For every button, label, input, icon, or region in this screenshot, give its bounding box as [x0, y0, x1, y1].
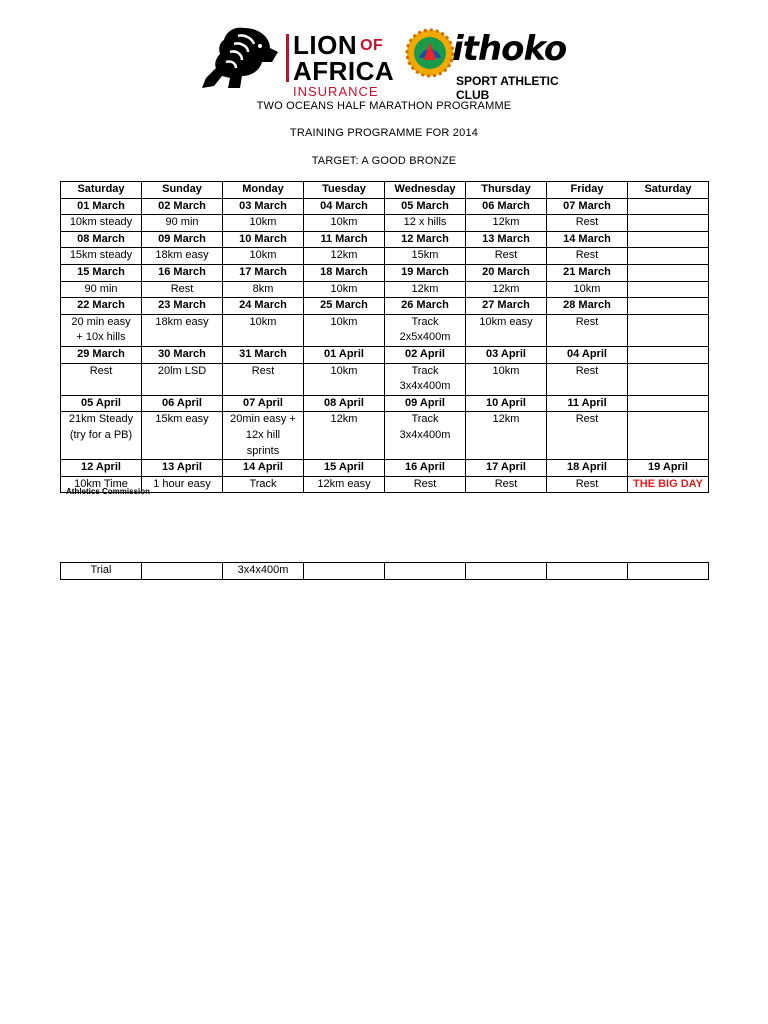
day-header-cell: Wednesday [385, 182, 466, 199]
date-cell: 02 March [142, 198, 223, 215]
date-cell: 11 March [304, 231, 385, 248]
ithoko-logo-club: SPORT ATHLETIC CLUB [456, 74, 559, 102]
date-cell: 13 March [466, 231, 547, 248]
session-cell: Rest [547, 412, 628, 460]
date-cell: 14 April [223, 460, 304, 477]
session-cell: 8km [223, 281, 304, 298]
day-header-cell: Friday [547, 182, 628, 199]
date-cell: 31 March [223, 346, 304, 363]
session-cell: 12km [304, 248, 385, 265]
week-date-row [61, 460, 709, 477]
date-cell: 16 April [385, 460, 466, 477]
day-header-cell: Thursday [466, 182, 547, 199]
trial-cell [304, 563, 385, 580]
ithoko-logo-word: ithoko [452, 29, 567, 69]
date-cell: 14 March [547, 231, 628, 248]
session-cell: 10km [547, 281, 628, 298]
trial-cell: 3x4x400m [223, 563, 304, 580]
date-cell: 06 April [142, 395, 223, 412]
date-cell [628, 298, 709, 315]
date-cell: 18 March [304, 264, 385, 281]
lion-logo-of: OF [360, 37, 384, 54]
week-session-row [61, 281, 709, 298]
date-cell: 02 April [385, 346, 466, 363]
date-cell: 29 March [61, 346, 142, 363]
day-header-cell: Saturday [61, 182, 142, 199]
week-date-row [61, 231, 709, 248]
footnote-athletics-commission: Athletics Commission [66, 487, 151, 496]
week-session-row [61, 248, 709, 265]
session-cell: Track 3x4x400m [385, 363, 466, 395]
date-cell: 05 April [61, 395, 142, 412]
date-cell: 04 April [547, 346, 628, 363]
day-header-cell: Monday [223, 182, 304, 199]
session-cell: Rest [547, 215, 628, 232]
date-cell: 01 March [61, 198, 142, 215]
week-session-row [61, 314, 709, 346]
date-cell: 07 March [547, 198, 628, 215]
date-cell: 03 March [223, 198, 304, 215]
session-cell: 10km Time [61, 476, 142, 493]
trial-cell [466, 563, 547, 580]
lion-logo-line1: LION [293, 30, 358, 60]
session-cell: 12km easy [304, 476, 385, 493]
date-cell: 05 March [385, 198, 466, 215]
session-cell: Track [223, 476, 304, 493]
session-cell: 18km easy [142, 248, 223, 265]
session-cell: 10km [304, 314, 385, 346]
trial-cell [385, 563, 466, 580]
session-cell [628, 314, 709, 346]
session-cell: 12km [304, 412, 385, 460]
date-cell: 21 March [547, 264, 628, 281]
session-cell: 21km Steady (try for a PB) [61, 412, 142, 460]
date-cell: 28 March [547, 298, 628, 315]
date-cell: 10 March [223, 231, 304, 248]
session-cell: 15km easy [142, 412, 223, 460]
session-cell: 10km [223, 215, 304, 232]
session-cell: 10km [223, 248, 304, 265]
session-cell: 1 hour easy [142, 476, 223, 493]
date-cell: 09 March [142, 231, 223, 248]
date-cell: 17 March [223, 264, 304, 281]
date-cell: 12 March [385, 231, 466, 248]
date-cell: 13 April [142, 460, 223, 477]
session-cell: 10km [304, 363, 385, 395]
date-cell: 08 March [61, 231, 142, 248]
session-cell: Rest [466, 248, 547, 265]
lion-logo-text [293, 32, 394, 98]
week-date-row [61, 395, 709, 412]
session-cell: 18km easy [142, 314, 223, 346]
date-cell: 09 April [385, 395, 466, 412]
date-cell: 17 April [466, 460, 547, 477]
session-cell [628, 215, 709, 232]
date-cell: 11 April [547, 395, 628, 412]
lion-logo-divider [286, 34, 289, 82]
date-cell: 20 March [466, 264, 547, 281]
session-cell: 10km [223, 314, 304, 346]
header-logos [200, 22, 570, 102]
date-cell: 16 March [142, 264, 223, 281]
date-cell: 25 March [304, 298, 385, 315]
session-cell [628, 363, 709, 395]
week-date-row [61, 264, 709, 281]
lion-logo-line2: AFRICA [293, 56, 395, 86]
programme-title: TWO OCEANS HALF MARATHON PROGRAMME [256, 100, 512, 112]
session-cell: 20 min easy + 10x hills [61, 314, 142, 346]
week-date-row [61, 198, 709, 215]
week-session-row [61, 476, 709, 493]
date-cell: 19 March [385, 264, 466, 281]
training-schedule-table [60, 181, 709, 493]
session-cell: 10km [304, 215, 385, 232]
session-cell: 20lm LSD [142, 363, 223, 395]
session-cell: Track 3x4x400m [385, 412, 466, 460]
week-session-row [61, 363, 709, 395]
session-cell: Rest [466, 476, 547, 493]
session-cell: 12km [466, 412, 547, 460]
session-cell: Rest [547, 363, 628, 395]
date-cell: 08 April [304, 395, 385, 412]
lion-logo-icon [200, 22, 282, 92]
session-cell: Rest [547, 314, 628, 346]
date-cell: 12 April [61, 460, 142, 477]
week-date-row [61, 298, 709, 315]
date-cell [628, 346, 709, 363]
date-cell: 07 April [223, 395, 304, 412]
date-cell: 27 March [466, 298, 547, 315]
week-date-row [61, 346, 709, 363]
date-cell: 04 March [304, 198, 385, 215]
trial-row [61, 563, 709, 580]
session-cell: 12 x hills [385, 215, 466, 232]
date-cell: 22 March [61, 298, 142, 315]
session-cell: 10km [304, 281, 385, 298]
date-cell: 23 March [142, 298, 223, 315]
date-cell [628, 395, 709, 412]
day-header-cell: Saturday [628, 182, 709, 199]
schedule-header-row [61, 182, 709, 199]
session-cell: Rest [223, 363, 304, 395]
session-cell: 90 min [142, 215, 223, 232]
date-cell: 10 April [466, 395, 547, 412]
session-cell: 10km easy [466, 314, 547, 346]
session-cell: Rest [547, 476, 628, 493]
trial-cell: Trial [61, 563, 142, 580]
trial-cell [628, 563, 709, 580]
date-cell: 26 March [385, 298, 466, 315]
programme-subtitle: TRAINING PROGRAMME FOR 2014 [289, 127, 479, 139]
session-cell [628, 412, 709, 460]
date-cell [628, 264, 709, 281]
session-cell [628, 281, 709, 298]
session-cell: 10km [466, 363, 547, 395]
session-cell: Rest [61, 363, 142, 395]
date-cell: 15 March [61, 264, 142, 281]
session-cell: 90 min [61, 281, 142, 298]
session-cell: Rest [385, 476, 466, 493]
session-cell: 12km [466, 281, 547, 298]
race-day-cell: THE BIG DAY [628, 476, 709, 493]
date-cell: 18 April [547, 460, 628, 477]
trial-table [60, 562, 709, 580]
session-cell [628, 248, 709, 265]
date-cell: 03 April [466, 346, 547, 363]
date-cell: 30 March [142, 346, 223, 363]
date-cell: 06 March [466, 198, 547, 215]
date-cell: 01 April [304, 346, 385, 363]
session-cell: 15km [385, 248, 466, 265]
session-cell: 15km steady [61, 248, 142, 265]
date-cell [628, 231, 709, 248]
session-cell: Rest [547, 248, 628, 265]
lion-logo-line3: INSURANCE [293, 84, 379, 99]
day-header-cell: Sunday [142, 182, 223, 199]
day-header-cell: Tuesday [304, 182, 385, 199]
programme-target: TARGET: A GOOD BRONZE [311, 155, 457, 167]
date-cell: 24 March [223, 298, 304, 315]
session-cell: 12km [466, 215, 547, 232]
session-cell: Rest [142, 281, 223, 298]
session-cell: 12km [385, 281, 466, 298]
ithoko-sun-icon [405, 28, 455, 78]
date-cell [628, 198, 709, 215]
date-cell: 19 April [628, 460, 709, 477]
session-cell: 20min easy + 12x hill sprints [223, 412, 304, 460]
date-cell: 15 April [304, 460, 385, 477]
week-session-row [61, 412, 709, 460]
week-session-row [61, 215, 709, 232]
session-cell: Track 2x5x400m [385, 314, 466, 346]
trial-cell [142, 563, 223, 580]
trial-cell [547, 563, 628, 580]
session-cell: 10km steady [61, 215, 142, 232]
